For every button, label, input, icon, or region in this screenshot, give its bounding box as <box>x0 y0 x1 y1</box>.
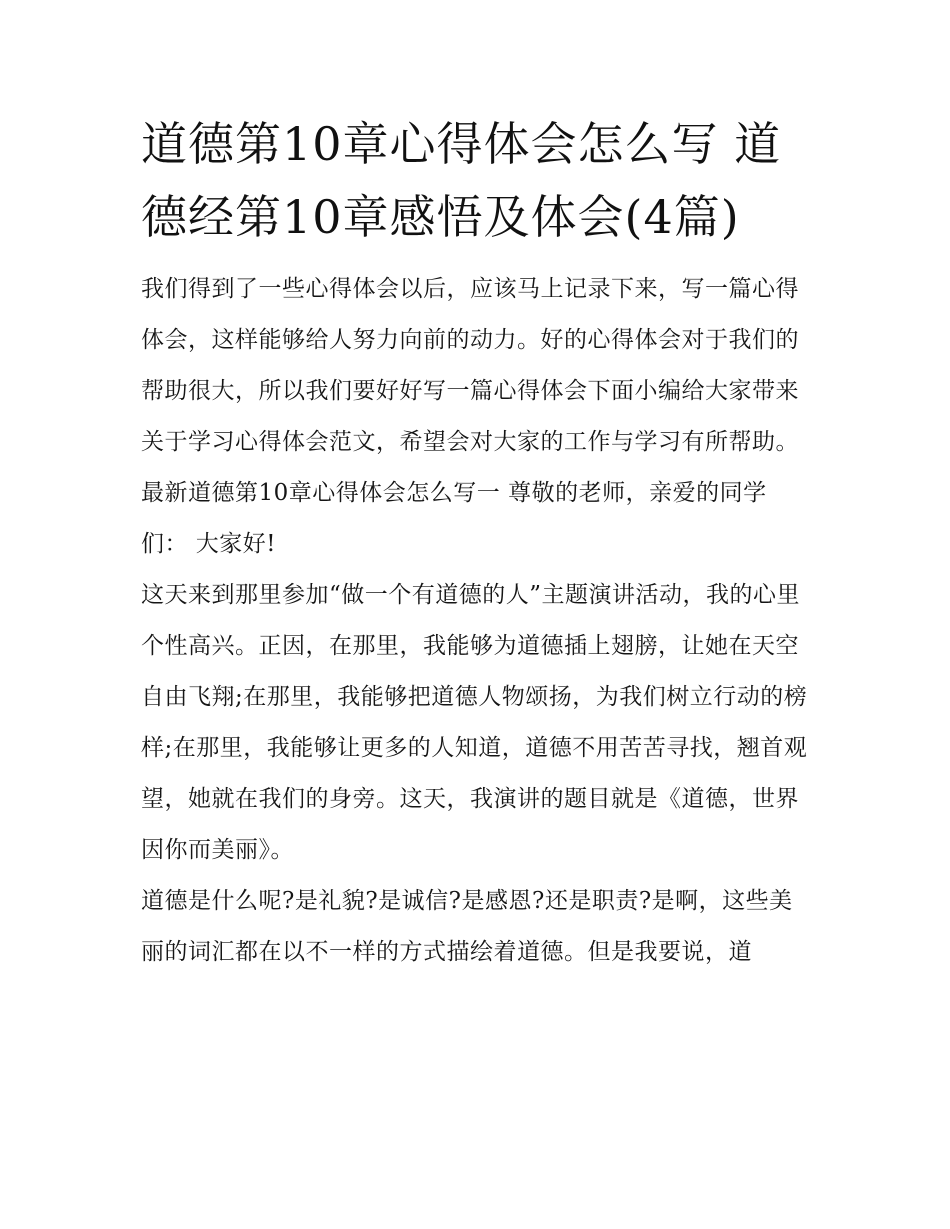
speech-paragraph: 这天来到那里参加“做一个有道德的人”主题演讲活动，我的心里个性高兴。正因，在那里，我能够为道德插上翅膀，让她在天空自由飞翔;在那里，我能够把道德人物颂扬，为我们树立行动的榜样;在那里，我能够让更多的人知道，道德不用苦苦寻找，翘首观望，她就在我们的身旁。这天，我演讲的题目就是《道德，世界因你而美丽》。 <box>141 582 808 863</box>
morality-paragraph: 道德是什么呢?是礼貌?是诚信?是感恩?还是职责?是啊，这些美丽的词汇都在以不一样的方式描绘着道德。但是我要说，道 <box>141 888 793 965</box>
document-body <box>141 108 813 978</box>
intro-paragraph: 我们得到了一些心得体会以后，应该马上记录下来，写一篇心得体会，这样能够给人努力向前的动力。好的心得体会对于我们的帮助很大，所以我们要好好写一篇心得体会下面小编给大家带来关于学习心得体会范文，希望会对大家的工作与学习有所帮助。 <box>141 276 799 455</box>
document-title: 道德第10章心得体会怎么写 道德经第10章感悟及体会(4篇) <box>141 117 782 244</box>
greeting-paragraph: 最新道德第10章心得体会怎么写一 尊敬的老师，亲爱的同学们： 大家好! <box>141 480 767 557</box>
